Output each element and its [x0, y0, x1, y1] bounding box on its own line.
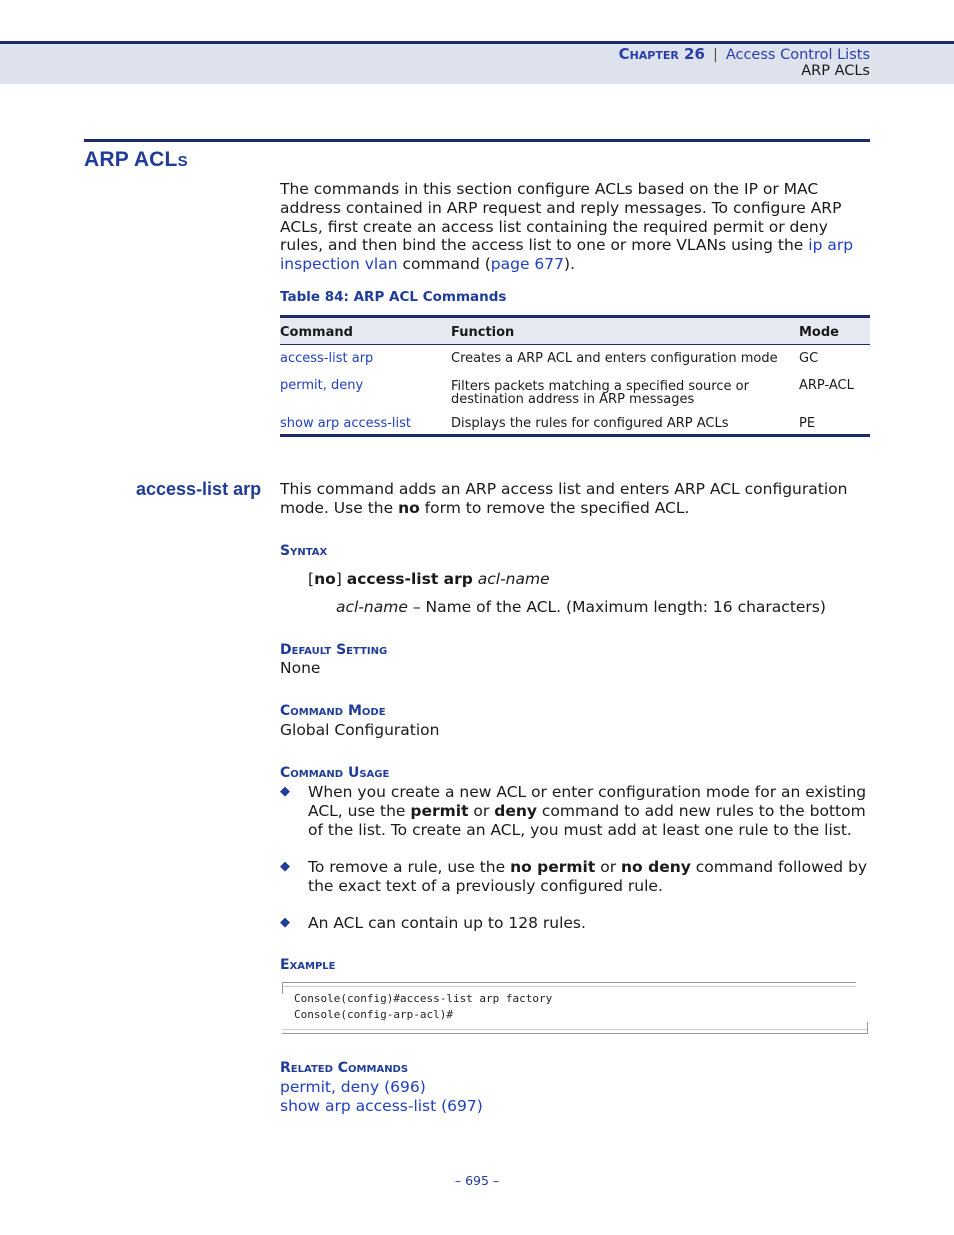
default-setting-heading: Default Setting [280, 642, 388, 658]
cmd-show-arp-access-list-link[interactable]: show arp access-list [280, 416, 412, 431]
syntax-bracket-close: ] [335, 570, 347, 588]
section-intro [280, 180, 870, 274]
table-cell-mode: GC [799, 351, 819, 366]
example-code-box [282, 982, 868, 1034]
chapter-title: Access Control Lists [725, 47, 870, 63]
header-command: Command [280, 325, 353, 340]
command-title: access-list arp [136, 479, 262, 499]
section-rule [84, 139, 870, 142]
desc-bold-no: no [398, 498, 420, 517]
table-cell-function: Creates a ARP ACL and enters configuration mode [451, 351, 778, 366]
table-bottom-rule [280, 434, 870, 437]
header-section: ARP ACLs [801, 63, 870, 79]
usage-bullet-text: An ACL can contain up to 128 rules. [308, 914, 586, 932]
code-box-right-border [864, 1022, 868, 1034]
command-description [280, 480, 870, 518]
table-cell-function: Displays the rules for configured ARP ACLs [451, 416, 729, 431]
header-function: Function [451, 325, 515, 340]
intro-text: The commands in this section configure ACLs based on the IP or MAC address contained in ARP request and reply messages. To configure ARP ACLs, first create an access list containing the required permit or deny rules, and then bind the access list to one or more VLANs using the [280, 180, 842, 255]
syntax-bracket-open: [ [308, 570, 315, 588]
code-box-top-border [282, 982, 856, 987]
code-box-left-border [282, 982, 286, 994]
usage-bullet-text: To remove a rule, use the no permit or no deny command followed by the exact text of a previously configured rule. [308, 858, 868, 895]
section-title: ARP ACLs [84, 148, 188, 171]
usage-bullet-text: When you create a new ACL or enter configuration mode for an existing ACL, use the permit or deny command to add new rules to the bottom of the list. To create an ACL, you must add at least one rule to the list. [308, 783, 867, 839]
command-usage-heading: Command Usage [280, 765, 390, 781]
table-cell-mode: PE [799, 416, 816, 431]
desc-text-2: form to remove the specified ACL. [419, 498, 690, 517]
table-header [280, 318, 870, 345]
diamond-bullet-icon: ◆ [280, 859, 290, 874]
code-box-bottom-border [282, 1029, 868, 1034]
cmd-access-list-arp-link[interactable]: access-list arp [280, 351, 374, 366]
table-row [280, 373, 870, 411]
related-show-arp-access-list-link[interactable]: show arp access-list (697) [280, 1097, 483, 1115]
table-caption: Table 84: ARP ACL Commands [280, 289, 507, 305]
default-setting-value: None [280, 659, 321, 677]
header-mode: Mode [799, 325, 839, 340]
param-name: acl-name [336, 598, 408, 616]
table-cell-function: Filters packets matching a specified source or destination address in ARP messages [451, 379, 749, 407]
intro-text-3: ). [564, 255, 576, 274]
diamond-bullet-icon: ◆ [280, 784, 290, 799]
command-mode-value: Global Configuration [280, 721, 440, 739]
ip-arp-inspection-vlan-link[interactable]: ip arp inspection vlan [280, 236, 854, 274]
table-row [280, 411, 870, 435]
syntax-command: access-list arp [346, 570, 473, 588]
example-heading: Example [280, 957, 336, 973]
header-separator: | [712, 47, 718, 63]
running-header [619, 45, 870, 63]
page-677-link[interactable]: page 677 [490, 255, 565, 274]
intro-text-2: command ( [397, 255, 491, 274]
param-desc: – Name of the ACL. (Maximum length: 16 characters) [407, 598, 826, 616]
related-permit-deny-link[interactable]: permit, deny (696) [280, 1078, 426, 1096]
param-description [336, 598, 826, 616]
page-number: – 695 – [454, 1173, 500, 1188]
syntax-param: acl-name [477, 570, 550, 588]
related-commands-heading: Related Commands [280, 1060, 409, 1076]
cmd-permit-deny-link[interactable]: permit, deny [280, 378, 364, 393]
table-cell-mode: ARP-ACL [799, 378, 854, 393]
arp-acl-commands-table [280, 315, 870, 435]
command-mode-heading: Command Mode [280, 703, 386, 719]
diamond-bullet-icon: ◆ [280, 915, 290, 930]
table-row [280, 345, 870, 373]
example-code: Console(config)#access-list arp factory Console(config-arp-acl)# [294, 992, 553, 1021]
syntax-no: no [314, 570, 336, 588]
chapter-label: Chapter 26 [618, 45, 705, 63]
syntax-heading: Syntax [280, 543, 328, 559]
desc-text: This command adds an ARP access list and enters ARP ACL configuration mode. Use the [280, 480, 848, 517]
syntax-line [308, 570, 550, 588]
